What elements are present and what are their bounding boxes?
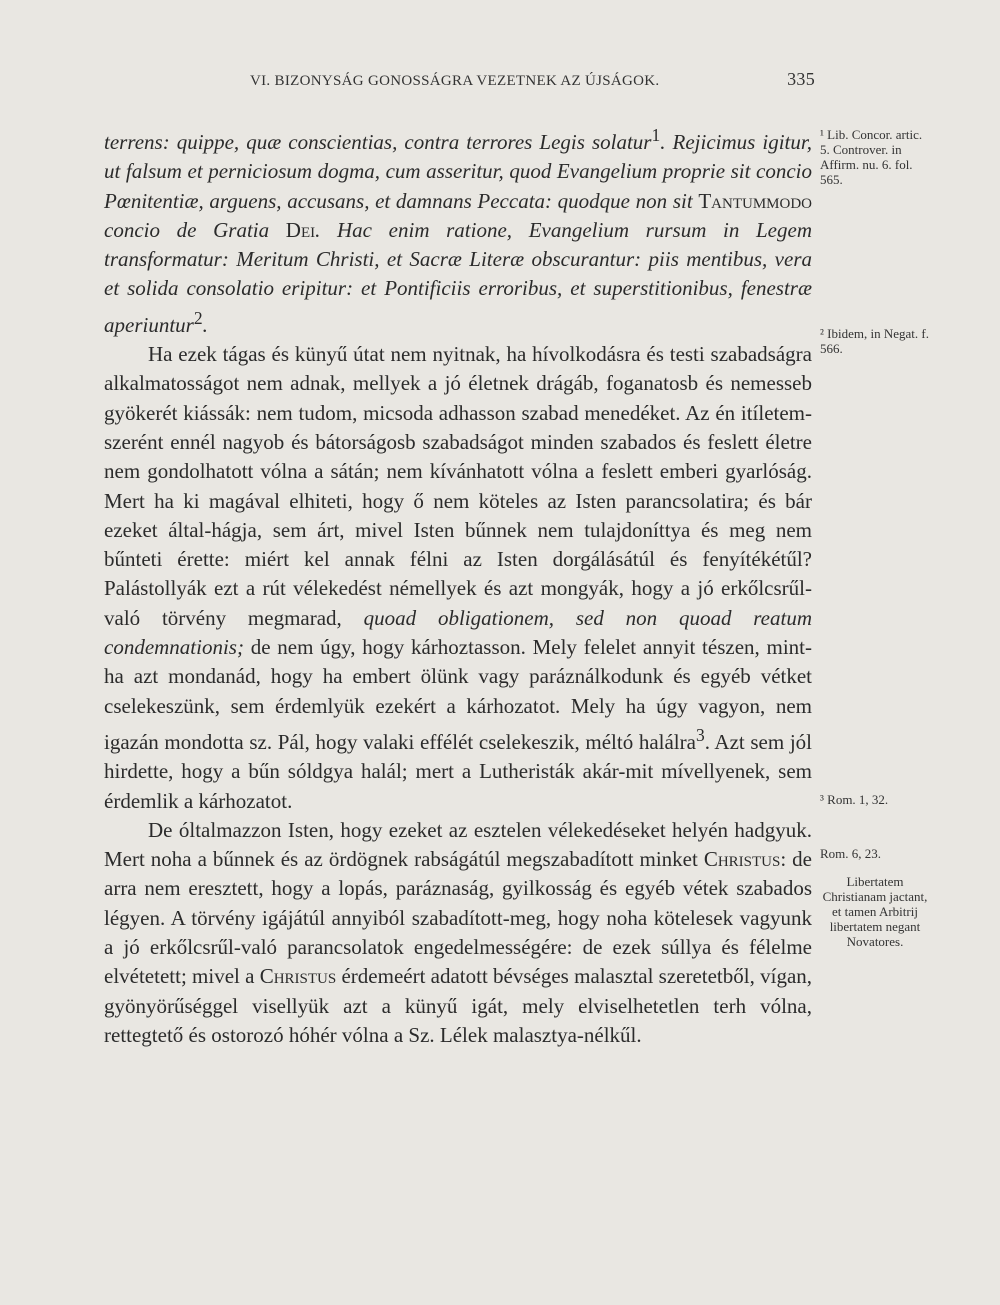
main-text — [104, 121, 812, 1050]
small-caps-word: Tantummodo — [698, 188, 812, 213]
page-number: 335 — [787, 69, 815, 89]
body-paragraph — [104, 340, 812, 816]
latin-text: . Rejicimus igitur, ut falsum et perniciosum dogma, cum asseritur, quod Evangelium proprie sit concio Pœnitentiæ, arguens, accusans, et damnans Peccata: quodque non sit — [104, 130, 812, 213]
latin-text: . — [202, 312, 208, 337]
footnote-ref: 2 — [193, 307, 203, 328]
footnote-ref: 1 — [651, 125, 661, 145]
paragraph-text: Ha ezek tágas és künyű útat nem nyitnak, ha hívolkodásra és testi szabadságra alkalmatosságot nem adnak, mellyek a jó életnek drágáb, foganatosb és nemesseb gyökerét kiássák: nem tudom, micsoda adhasson szabad menedéket. Az én itíletem-szerént ennél nagyob és bátorságosb szabadságot minden szabados és feslett életre nem gondolhatott vólna a sátán; nem kívánhatott vólna a feslett emberi gyarlóság. Mert ha ki magával elhiteti, hogy ő nem köteles az Isten parancsolatira; és bár ezeket által-hágja, sem árt, mivel Isten bűnnek nem tulajdoníttya és meg nem bűnteti érette: miért kel annak félni az Isten dorgálásátúl és fenyítékétűl? Palástollyák ezt a rút vélekedést némellyek és azt mongyák, hogy a jó erkőlcsrűl-való törvény megmarad, — [104, 342, 812, 630]
paragraph-text: : de arra nem eresztett, hogy a lopás, paráznaság, gyilkosság és egyéb vétek szabados légyen. A törvény igájátúl annyiból szabadított-meg, hogy noha kötelesek vagyunk a jó erkőlcsrűl-való parancsolatok engedelmességére: de ezek súllya és félelme elvétetett; mivel a — [104, 847, 812, 989]
latin-phrase: quoad obligationem, sed non quoad reatum condemnationis; — [104, 605, 813, 660]
paragraph-text: érdemeért adatott bévséges malasztal szeretetből, vígan, gyönyörűséggel visellyük azt a künyű igát, mely elviselhetetlen terh vólna, rettegtető és ostorozó hóhér vólna a Sz. Lélek malasztya-nélkűl. — [104, 964, 813, 1047]
small-caps-word: Christus — [259, 964, 337, 989]
running-title: VI. BIZONYSÁG GONOSSÁGRA VEZETNEK AZ ÚJSÁGOK. — [250, 73, 660, 89]
latin-text: concio de Gratia — [104, 217, 286, 242]
paragraph-text: De óltalmazzon Isten, hogy ezeket az esztelen vélekedéseket helyén hadgyuk. Mert noha a bűnnek és az ördögnek rabságátúl megszabadított minket — [104, 817, 812, 872]
margin-note-3: ³ Rom. 1, 32. — [820, 792, 889, 807]
latin-quote-paragraph — [104, 121, 812, 340]
paragraph-text: . Azt sem jól hirdette, hogy a bűn sóldgya halál; mert a Lutheristák akár-mit mívellyenek, sem érdemlik a kárhozatot. — [104, 729, 812, 813]
body-paragraph — [104, 816, 812, 1050]
small-caps-word: Dei — [285, 217, 316, 242]
footnote-ref: 3 — [695, 724, 705, 745]
page-header — [250, 69, 815, 90]
margin-note-2: ² Ibidem, in Negat. f. 566. — [820, 326, 929, 356]
paragraph-text: de nem úgy, hogy kárhoztasson. Mely felelet annyit tészen, mint-ha azt mondanád, hogy ha embert ölünk vagy paráználkodunk és egyéb vétket cselekeszünk, sem érdemlyük ezekért a kárhozatot. Mely ha úgy vagyon, nem igazán mondotta sz. Pál, hogy valaki effélét cselekeszik, méltó halálra — [104, 635, 812, 754]
latin-text: terrens: quippe, quæ conscientias, contra terrores Legis solatur — [104, 130, 652, 154]
small-caps-word: Christus — [703, 847, 781, 872]
margin-note-1: ¹ Lib. Concor. artic. 5. Controver. in Affirm. nu. 6. fol. 565. — [820, 127, 923, 187]
margin-note-5: Libertatem Christianam jactant, et tamen Arbitrij libertatem negant Novatores. — [822, 874, 928, 949]
latin-text: . Hac enim ratione, Evangelium rursum in Legem transformatur: Meritum Christi, et Sacræ Literæ obscurantur: piis mentibus, vera et solida consolatio eripitur: et Pontificiis erroribus, et superstitionibus, fenestræ aperiuntur — [104, 217, 812, 337]
margin-note-4: Rom. 6, 23. — [820, 846, 882, 861]
